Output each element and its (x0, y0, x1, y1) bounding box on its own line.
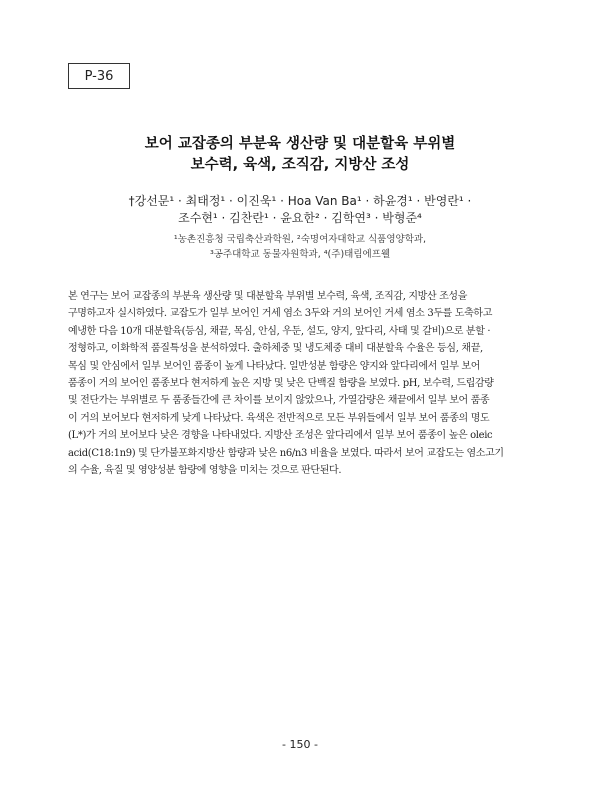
poster-number-badge: P-36 (68, 63, 130, 89)
paper-title-line-2: 보수력, 육색, 조직감, 지방산 조성 (190, 157, 410, 173)
authors-line-2: 조수현¹ · 김찬란¹ · 윤요한² · 김학연³ · 박형준⁴ (178, 211, 422, 225)
affiliations-line-2: ³공주대학교 동물자원학과, ⁴(주)태림에프웰 (209, 249, 391, 260)
authors-line-1: †강선문¹ · 최태정¹ · 이진욱¹ · Hoa Van Ba¹ · 하윤경¹ · 반영란¹ · (128, 194, 472, 208)
affiliations-line-1: ¹농촌진흥청 국립축산과학원, ²숙명여자대학교 식품영양학과, (173, 234, 427, 245)
paper-title-line-1: 보어 교잡종의 부분육 생산량 및 대분할육 부위별 (144, 136, 456, 152)
abstract-text: 본 연구는 보어 교잡종의 부분육 생산량 및 대분할육 부위별 보수력, 육색, 조직감, 지방산 조성을 구명하고자 실시하였다. 교잡도가 일부 보어인 거세 염소 3두와 거의 보어인 거세 염소 3두를 도축하고 예냉한 다음 10개 대분할육(등심, 채끝, 목심, 안심, 우둔, 설도, 양지, 앞다리, 사태 및 갈비)으로 분할 · 정형하고, 이화학적 품질특성을 분석하였다. 출하체중 및 냉도체중 대비 대분할육 수율은 등심, 채끝, 목심 및 안심에서 일부 보어인 품종이 높게 나타났다. 일반성분 함량은 양지와 앞다리에서 일부 보어 품종이 거의 보어인 품종보다 현저하게 높은 지방 및 낮은 단백질 함량을 보였다. pH, 보수력, 드립감량 및 전단가는 부위별로 두 품종들간에 큰 차이를 보이지 않았으나, 가열감량은 채끝에서 일부 보어 품종 이 거의 보어보다 현저하게 낮게 나타났다. 육색은 전반적으로 모든 부위들에서 일부 보어 품종의 명도 (L*)가 거의 보어보다 낮은 경향을 나타내었다. 지방산 조성은 앞다리에서 일부 보어 품종이 높은 oleic acid(C18:1n9) 및 단가불포화지방산 함량과 낮은 n6/n3 비율을 보였다. 따라서 보어 교잡도는 염소고기 의 수율, 육질 및 영양성분 함량에 영향을 미치는 것으로 판단된다. (68, 291, 504, 477)
page-number: - 150 - (282, 738, 318, 751)
